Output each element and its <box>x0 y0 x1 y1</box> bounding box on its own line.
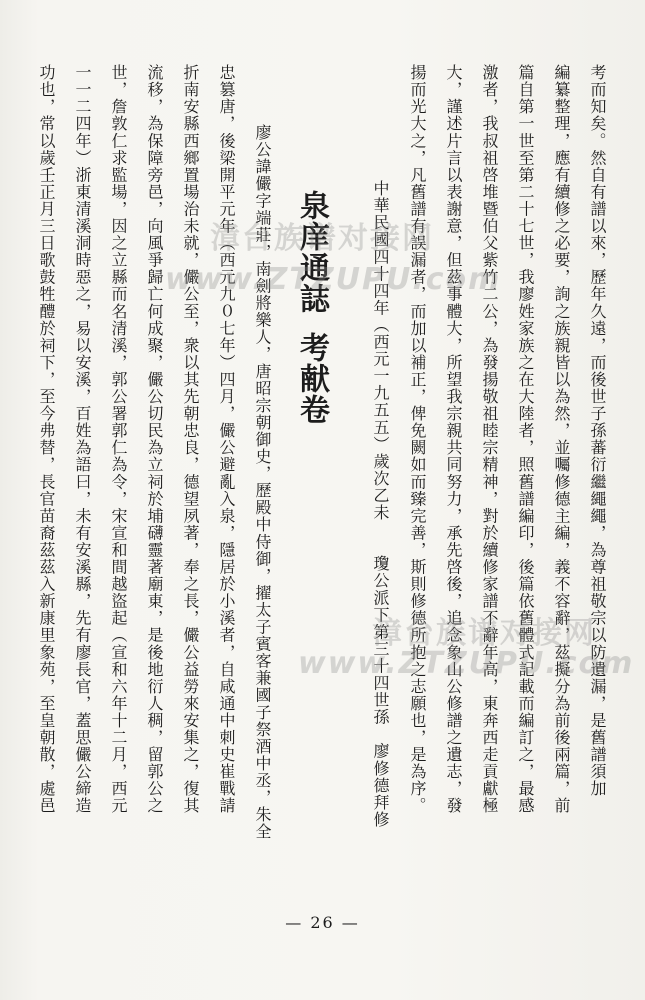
text-column-15: 功也，常以歲壬正月三日歌鼓牲醴於祠下，至今弗替，長官苗裔茲茲入新康里象苑，至皇朝散，處邑 <box>37 64 56 815</box>
text-column-3: 篇自第一世至第二十七世，我廖姓家族之在大陸者，照舊譜編印，後篇依舊體式記載而編訂之，最感 <box>516 64 535 815</box>
text-column-6: 揚而光大之，凡舊譜有誤漏者，而加以補正，俾免闕如而臻完善，斯則修德所抱之志願也，是為序。 <box>408 64 427 815</box>
text-column-12: 流移，為保障旁邑，向風爭歸亡何成聚，儼公切民為立祠於埔礴靈著廟東，是後地衍人稠，留郭公之 <box>145 64 164 815</box>
text-column-1: 考而知矣。然自有譜以來，歷年久遠，而後世子孫蕃衍繼繩繩，為尊祖敬宗以防遺漏，是舊譜須加 <box>588 64 607 798</box>
text-column-10: 忠篡唐，後梁開平元年（西元九０七年）四月，儼公避亂入泉，隱居於小溪者，自咸通中刺史崔戰請 <box>217 64 236 815</box>
text-column-13: 世，詹敦仁求監場，因之立縣而名清溪，郭公署郭仁為令，宋宣和間越盜起（宣和六年十二月，西元 <box>109 64 128 815</box>
section-heading <box>294 190 329 750</box>
text-column-2: 編纂整理，應有續修之必要，詢之族親皆以為然，並囑修德主編，義不容辭，茲擬分為前後兩篇，前 <box>552 64 571 815</box>
watermark-top-text: 漳台族谱对接网 <box>210 221 434 256</box>
text-column-4: 激者，我叔祖啓堆暨伯父紫竹二公，為發揚敬祖睦宗精神，對於續修家譜不辭年高，東奔西走貢獻極 <box>480 64 499 815</box>
watermark-top-url: www.ZTZUPU.com <box>165 262 502 297</box>
signature-column: 中華民國四十四年（西元一九五五）歲次乙未 瓊公派下第三十四世孫 廖修德拜修 <box>371 180 390 828</box>
heading-subtitle: 考献卷 <box>294 332 329 425</box>
text-column-9: 廖公諱儼字端莊，南劍將樂人，唐昭宗朝御史，歷殿中侍御，擢太子賓客兼國子祭酒中丞，朱全 <box>253 124 272 841</box>
text-column-11: 折南安縣西鄉置場治未就，儼公至，衆以其先朝忠良，德望夙著，奉之長，儼公益勞來安集之，復其 <box>181 64 200 815</box>
text-column-14: 一一二四年）浙東清溪洞時惡之，易以安溪，百姓為語曰，未有安溪縣，先有廖長官，蓋思儼公締造 <box>73 64 92 815</box>
watermark-bottom-text: 漳台族谱对接网 <box>372 616 596 651</box>
page-number: — 26 — <box>285 913 360 932</box>
text-column-5: 大，謹述片言以表謝意，但茲事體大，所望我宗親共同努力，承先啓後，追念象山公修譜之遺志，發 <box>444 64 463 815</box>
heading-title: 泉庠通誌 <box>294 190 329 314</box>
watermark-bottom-url: www.ZTZUPU.com <box>298 646 635 681</box>
